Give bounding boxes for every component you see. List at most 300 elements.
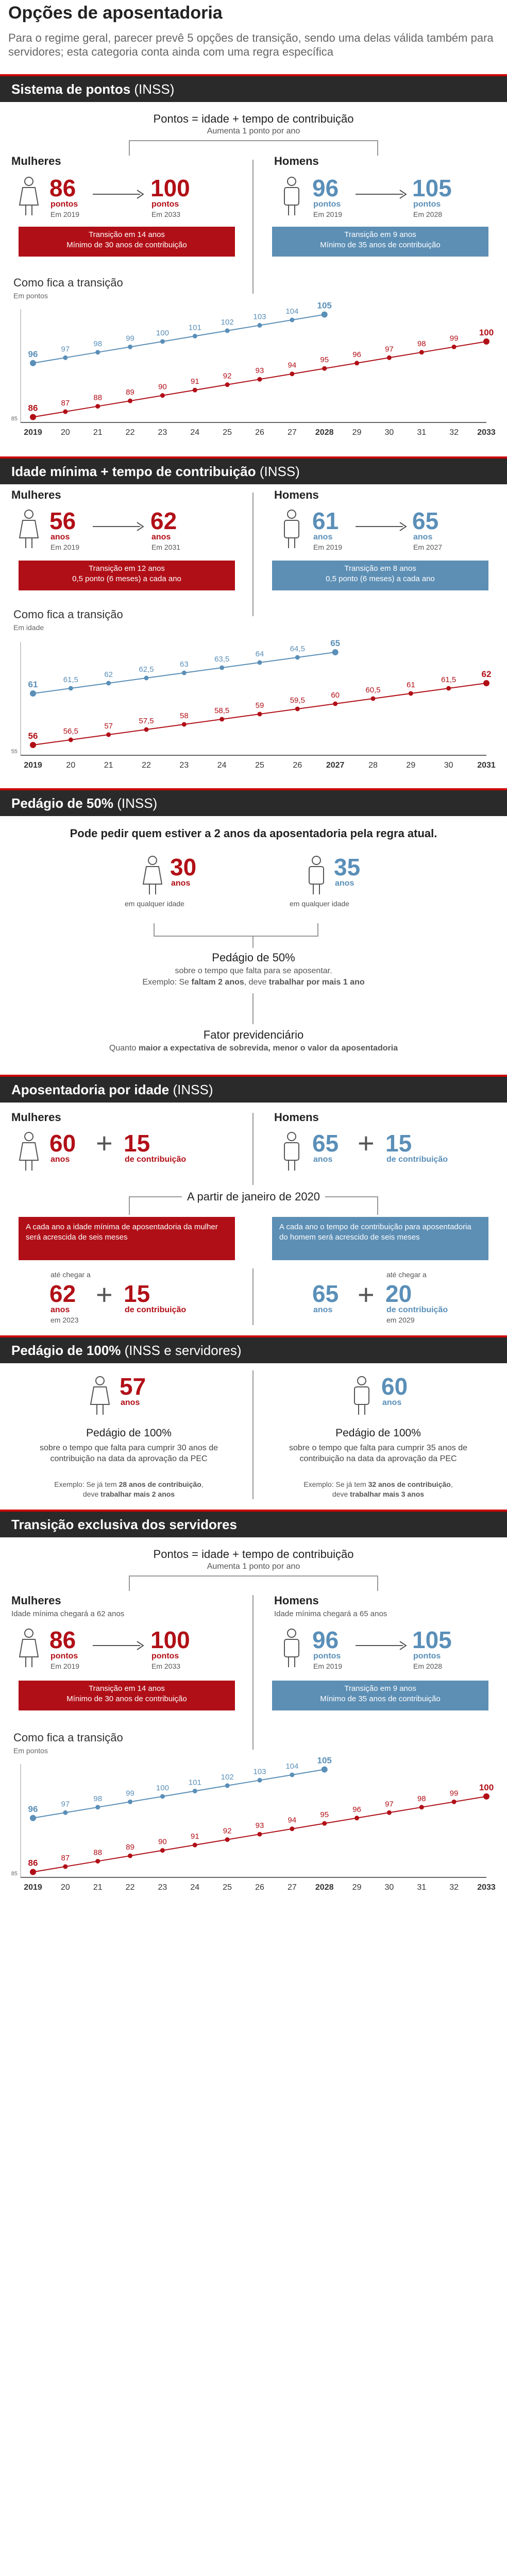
data-label: 96 — [28, 1804, 38, 1814]
data-point — [193, 1789, 197, 1793]
woman-icon — [15, 509, 42, 549]
data-label: 63,5 — [214, 655, 230, 664]
data-label: 88 — [93, 393, 103, 402]
w-ped-example: Exemplo: Se já tem 28 anos de contribuição, deve trabalhar mais 2 anos — [54, 1480, 204, 1498]
ex-bold: trabalhar mais 3 anos — [350, 1490, 425, 1498]
data-label: 57,5 — [139, 717, 154, 725]
plus-sign: + — [96, 1278, 113, 1311]
x-tick-label: 29 — [352, 428, 362, 437]
ex-pre: deve — [332, 1490, 350, 1498]
data-label: 102 — [221, 317, 234, 327]
connector — [252, 993, 254, 1024]
data-label: 103 — [253, 1767, 266, 1776]
fator-text — [0, 1044, 507, 1053]
section-paren: (INSS) — [256, 464, 300, 479]
data-label: 99 — [126, 1789, 134, 1798]
women-label: Mulheres — [11, 1594, 61, 1607]
data-point — [219, 666, 224, 670]
section-title: Idade mínima + tempo de contribuição — [11, 464, 256, 479]
men-label: Homens — [274, 488, 319, 501]
data-label: 58 — [179, 711, 189, 720]
bracket-left — [129, 1575, 130, 1591]
data-point — [452, 345, 457, 349]
box-line2: 0,5 ponto (6 meses) a cada ano — [72, 574, 181, 583]
m-ped-example: Exemplo: Se já tem 32 anos de contribuição, deve trabalhar mais 3 anos — [303, 1480, 453, 1498]
data-point — [106, 681, 111, 686]
data-label: 105 — [317, 300, 332, 311]
data-label: 61,5 — [63, 675, 78, 684]
pedagio-sub: sobre o tempo que falta para se aposentar. — [175, 967, 332, 975]
section-title: Pedágio de 100% — [11, 1343, 121, 1358]
fator-title: Fator previdenciário — [203, 1028, 304, 1041]
unit-label: anos — [313, 533, 333, 541]
men-label: Homens — [274, 155, 319, 167]
unit-label: anos — [121, 1398, 140, 1407]
divider — [252, 493, 254, 616]
data-point — [446, 686, 451, 691]
formula-text: Pontos = idade + tempo de contribuição — [153, 112, 354, 125]
m-age: 65 — [312, 1280, 339, 1307]
unit-label: pontos — [50, 1652, 78, 1660]
example-pre: Exemplo: Se — [142, 978, 192, 987]
data-point — [106, 733, 111, 737]
data-point — [63, 410, 67, 414]
unit-label: pontos — [50, 200, 78, 209]
data-label: 100 — [156, 1783, 169, 1792]
w-info-box — [19, 227, 235, 257]
data-point — [63, 355, 67, 360]
unit-label: pontos — [313, 200, 341, 209]
connector — [317, 923, 318, 936]
data-point — [128, 345, 132, 349]
data-label: 89 — [126, 388, 134, 397]
data-label: 60,5 — [365, 686, 381, 694]
contrib-value: 15 — [124, 1130, 150, 1157]
data-label: 98 — [93, 1794, 103, 1803]
data-point — [354, 1816, 359, 1820]
m-ped-text: sobre o tempo que falta para cumprir 35 anos de contribuição na data da aprovação da PEC — [289, 1444, 467, 1463]
w-final-age: 62 — [49, 1280, 76, 1307]
data-point — [63, 1865, 67, 1869]
data-point — [332, 649, 339, 655]
x-tick-label: 20 — [66, 761, 76, 770]
m-age: 35 — [334, 854, 361, 880]
fator-bold: maior a expectativa de sobrevida, menor o valor da aposentadoria — [138, 1044, 398, 1053]
year-label: em 2029 — [386, 1316, 415, 1324]
data-point — [128, 399, 132, 403]
year-label: Em 2028 — [413, 210, 443, 218]
x-tick-label: 23 — [158, 1883, 167, 1892]
data-label: 62 — [481, 669, 492, 679]
x-tick-label: 2027 — [326, 761, 345, 770]
chart-unit: Em pontos — [13, 1747, 48, 1755]
data-label: 99 — [449, 334, 459, 343]
x-tick-label: 32 — [449, 428, 459, 437]
ex-pre: Exemplo: Se já tem — [303, 1480, 368, 1488]
box-line2: Mínimo de 35 anos de contribuição — [320, 1694, 441, 1703]
x-tick-label: 24 — [190, 1883, 200, 1892]
section-title: Transição exclusiva dos servidores — [11, 1517, 237, 1532]
man-icon — [348, 1376, 375, 1416]
data-label: 56 — [28, 731, 38, 741]
data-point — [258, 1832, 262, 1837]
x-tick-label: 23 — [158, 428, 167, 437]
data-label: 89 — [126, 1843, 134, 1852]
plus-sign: + — [358, 1278, 375, 1311]
series-line — [33, 314, 325, 363]
data-point — [160, 1794, 165, 1799]
data-label: 97 — [385, 1800, 394, 1809]
pedagio-title: Pedágio de 50% — [212, 951, 295, 964]
intro-text: Pode pedir quem estiver a 2 anos da aposentadoria pela regra atual. — [70, 827, 437, 840]
w-age: 60 — [49, 1130, 76, 1157]
arrow-icon — [93, 188, 144, 200]
arrow-icon — [356, 188, 407, 200]
section-bar-idade — [0, 456, 507, 484]
m-ped-title: Pedágio de 100% — [335, 1427, 421, 1439]
section-bar-pedagio100 — [0, 1335, 507, 1363]
data-point — [322, 1821, 327, 1826]
data-point — [69, 738, 73, 742]
section-bar-pontos — [0, 74, 507, 102]
ex-bold: 32 anos de contribuição — [368, 1480, 451, 1488]
x-tick-label: 22 — [125, 428, 135, 437]
x-tick-label: 26 — [255, 428, 264, 437]
x-tick-label: 26 — [255, 1883, 264, 1892]
x-tick-label: 2028 — [315, 428, 334, 437]
x-tick-label: 23 — [179, 761, 189, 770]
unit-label: anos — [50, 533, 70, 541]
data-label: 99 — [449, 1789, 459, 1798]
data-point — [387, 355, 392, 360]
box-line1: Transição em 12 anos — [89, 564, 165, 573]
data-point — [258, 712, 262, 717]
data-label: 91 — [190, 377, 199, 386]
woman-icon — [15, 1131, 42, 1172]
x-tick-label: 31 — [417, 1883, 427, 1892]
data-label: 95 — [320, 355, 329, 365]
data-label: 57 — [104, 722, 113, 731]
section-bar-servidores — [0, 1510, 507, 1537]
box-line1: Transição em 8 anos — [344, 564, 416, 573]
data-label: 86 — [28, 1858, 38, 1868]
data-point — [290, 1772, 294, 1777]
chart-servidores — [0, 1754, 507, 1903]
x-tick-label: 2033 — [477, 1883, 496, 1892]
data-point — [30, 414, 36, 420]
connector — [154, 936, 318, 937]
bracket-line — [129, 1575, 378, 1577]
man-icon — [278, 1628, 305, 1668]
men-label: Homens — [274, 1111, 319, 1124]
chart-pontos — [0, 299, 507, 448]
series-line — [33, 1769, 325, 1818]
section-paren: (INSS) — [173, 1082, 213, 1097]
x-tick-label: 2019 — [24, 761, 42, 770]
unit-label: anos — [171, 879, 191, 888]
arrow-icon — [356, 1639, 407, 1652]
w-end-value: 100 — [150, 1626, 190, 1653]
divider — [252, 160, 254, 294]
x-tick-label: 21 — [93, 428, 103, 437]
data-label: 96 — [352, 350, 361, 359]
data-label: 56,5 — [63, 727, 78, 736]
data-label: 88 — [93, 1848, 103, 1857]
plus-sign: + — [96, 1127, 113, 1159]
data-point — [30, 742, 36, 748]
data-label: 100 — [479, 327, 494, 337]
data-label: 98 — [417, 1794, 426, 1803]
unit-label: anos — [382, 1398, 402, 1407]
bracket-line — [129, 140, 378, 141]
data-label: 93 — [255, 366, 264, 376]
box-line1: Transição em 9 anos — [344, 1684, 416, 1693]
m-start-value: 61 — [312, 507, 339, 534]
data-point — [258, 1778, 262, 1783]
section-bar-por-idade — [0, 1075, 507, 1103]
x-tick-label: 22 — [125, 1883, 135, 1892]
divider — [252, 1370, 254, 1499]
m-min-age: Idade mínima chegará a 65 anos — [274, 1609, 387, 1618]
chart-title: Como fica a transição — [13, 1731, 123, 1744]
x-tick-label: 24 — [190, 428, 200, 437]
data-label: 93 — [255, 1821, 264, 1831]
data-point — [193, 388, 197, 393]
data-label: 87 — [61, 399, 70, 408]
chart-title: Como fica a transição — [13, 608, 123, 621]
data-point — [144, 676, 149, 681]
ex-bold: 28 anos de contribuição — [119, 1480, 201, 1488]
example-bold2: trabalhar por mais 1 ano — [268, 978, 365, 987]
data-label: 105 — [317, 1755, 332, 1766]
data-point — [290, 1826, 294, 1831]
section-paren: (INSS) — [130, 81, 175, 97]
data-point — [419, 350, 424, 354]
data-label: 97 — [61, 345, 70, 354]
data-label: 62 — [104, 670, 113, 679]
from-text — [0, 1190, 507, 1204]
data-label: 101 — [188, 1778, 201, 1787]
m-age: 60 — [381, 1373, 408, 1400]
data-point — [409, 691, 413, 696]
y-min-label: 55 — [11, 749, 18, 755]
box-line1: Transição em 9 anos — [344, 230, 416, 239]
data-label: 97 — [385, 345, 394, 354]
data-point — [258, 660, 262, 665]
ate-label: até chegar a — [50, 1270, 91, 1279]
year-label: Em 2031 — [151, 543, 181, 551]
data-label: 104 — [285, 307, 299, 316]
any-age-note: em qualquer idade — [125, 900, 184, 908]
data-label: 64 — [255, 650, 264, 658]
data-label: 59,5 — [290, 696, 305, 705]
data-point — [128, 1800, 132, 1804]
man-icon — [278, 1131, 305, 1172]
data-label: 61 — [28, 680, 38, 689]
x-tick-label: 20 — [60, 1883, 70, 1892]
data-label: 90 — [158, 1837, 167, 1846]
data-label: 91 — [190, 1832, 199, 1841]
example-mid: , deve — [244, 978, 269, 987]
w-ped-text: sobre o tempo que falta para cumprir 30 anos de contribuição na data da aprovação da PEC — [40, 1444, 218, 1463]
data-point — [354, 361, 359, 365]
x-tick-label: 2019 — [24, 428, 42, 437]
any-age-note: em qualquer idade — [290, 900, 349, 908]
m-info-box — [272, 1681, 488, 1710]
year-label: Em 2019 — [313, 543, 343, 551]
unit-label: pontos — [151, 200, 179, 209]
data-point — [225, 328, 230, 333]
man-icon — [278, 509, 305, 549]
data-point — [160, 1848, 165, 1853]
data-point — [193, 1843, 197, 1848]
x-tick-label: 22 — [142, 761, 151, 770]
unit-label: pontos — [313, 1652, 341, 1660]
contrib-unit: de contribuição — [386, 1155, 448, 1164]
data-point — [295, 707, 300, 711]
divider — [252, 1595, 254, 1750]
data-label: 95 — [320, 1810, 329, 1820]
data-point — [182, 671, 187, 675]
data-point — [30, 690, 36, 697]
data-label: 101 — [188, 323, 201, 332]
x-tick-label: 30 — [384, 428, 394, 437]
connector — [252, 936, 254, 948]
x-tick-label: 27 — [287, 1883, 297, 1892]
data-label: 97 — [61, 1800, 70, 1809]
data-point — [225, 1783, 230, 1788]
w-start-value: 86 — [49, 175, 76, 201]
box-line2: 0,5 ponto (6 meses) a cada ano — [326, 574, 435, 583]
x-tick-label: 32 — [449, 1883, 459, 1892]
data-point — [219, 717, 224, 722]
plus-sign: + — [358, 1127, 375, 1159]
page-subtitle: Para o regime geral, parecer prevê 5 opções de transição, sendo uma delas válida também para servidores; esta categoria conta ainda com uma regra específica — [8, 31, 494, 58]
data-label: 61 — [406, 681, 415, 689]
from-label: A partir de janeiro de 2020 — [182, 1190, 325, 1203]
woman-icon — [15, 1628, 42, 1668]
w-ped-title: Pedágio de 100% — [86, 1427, 172, 1439]
ex-pre: deve — [82, 1490, 101, 1498]
ex-bold: trabalhar mais 2 anos — [100, 1490, 175, 1498]
x-tick-label: 21 — [104, 761, 113, 770]
section-paren: (INSS) — [113, 795, 158, 811]
box-line2: Mínimo de 30 anos de contribuição — [66, 1694, 187, 1703]
section-title: Pedágio de 50% — [11, 795, 113, 811]
data-point — [95, 1859, 100, 1863]
data-point — [95, 350, 100, 354]
x-tick-label: 2028 — [315, 1883, 334, 1892]
divider — [252, 1113, 254, 1185]
data-point — [30, 1815, 36, 1821]
contrib-value: 15 — [124, 1280, 150, 1307]
year-label: Em 2027 — [413, 543, 443, 551]
x-tick-label: 2033 — [477, 428, 496, 437]
contrib-value: 15 — [385, 1130, 412, 1157]
x-tick-label: 25 — [223, 1883, 232, 1892]
data-point — [69, 686, 73, 691]
box-line2: Mínimo de 30 anos de contribuição — [66, 241, 187, 249]
unit-label: anos — [50, 1155, 70, 1164]
data-point — [322, 311, 328, 317]
x-tick-label: 26 — [293, 761, 302, 770]
section-title: Aposentadoria por idade — [11, 1082, 173, 1097]
data-label: 98 — [93, 339, 103, 348]
bracket-right — [377, 1196, 378, 1215]
y-min-label: 85 — [11, 416, 18, 422]
w-start-value: 56 — [49, 507, 76, 534]
year-label: Em 2028 — [413, 1662, 443, 1670]
data-label: 87 — [61, 1854, 70, 1863]
example-bold1: faltam 2 anos — [191, 978, 244, 987]
bracket-right — [377, 140, 378, 156]
data-label: 100 — [156, 328, 169, 337]
m-age: 65 — [312, 1130, 339, 1157]
data-point — [419, 1805, 424, 1809]
data-point — [225, 382, 230, 387]
data-point — [371, 697, 376, 701]
data-point — [225, 1837, 230, 1842]
unit-label: pontos — [413, 200, 441, 209]
year-label: Em 2019 — [50, 543, 80, 551]
data-point — [452, 1800, 457, 1804]
data-point — [483, 338, 489, 345]
m-rule-box: A cada ano o tempo de contribuição para aposentadoria do homem será acrescido de seis meses — [272, 1217, 488, 1260]
x-tick-label: 24 — [217, 761, 227, 770]
w-info-box — [19, 1681, 235, 1710]
box-line1: Transição em 14 anos — [89, 230, 165, 239]
arrow-icon — [356, 520, 407, 533]
year-label: em 2023 — [50, 1316, 79, 1324]
w-rule-box: A cada ano a idade mínima de aposentadoria da mulher será acrescida de seis meses — [19, 1217, 235, 1260]
data-label: 64,5 — [290, 645, 305, 653]
data-point — [160, 393, 165, 398]
data-point — [333, 702, 337, 706]
women-label: Mulheres — [11, 1111, 61, 1124]
data-label: 65 — [330, 638, 341, 648]
data-label: 94 — [288, 361, 297, 370]
m-info-box — [272, 227, 488, 257]
year-label: Em 2033 — [151, 210, 181, 218]
year-label: Em 2033 — [151, 1662, 181, 1670]
ate-label: até chegar a — [386, 1270, 427, 1279]
box-line2: Mínimo de 35 anos de contribuição — [320, 241, 441, 249]
man-icon — [278, 176, 305, 216]
m-end-value: 105 — [412, 175, 452, 201]
unit-label: anos — [413, 533, 433, 541]
x-tick-label: 30 — [384, 1883, 394, 1892]
m-final-contrib: 20 — [385, 1280, 412, 1307]
year-label: Em 2019 — [50, 1662, 80, 1670]
x-tick-label: 20 — [60, 428, 70, 437]
x-tick-label: 29 — [352, 1883, 362, 1892]
contrib-unit: de contribuição — [125, 1306, 187, 1314]
bracket-right — [377, 1575, 378, 1591]
data-point — [290, 317, 294, 322]
data-point — [483, 1793, 489, 1800]
data-label: 59 — [255, 701, 264, 710]
data-label: 92 — [223, 371, 232, 381]
rule-text: Aumenta 1 ponto por ano — [207, 127, 300, 135]
divider — [252, 1268, 254, 1325]
data-label: 61,5 — [441, 675, 457, 684]
arrow-icon — [93, 520, 144, 533]
data-label: 98 — [417, 339, 426, 348]
data-point — [95, 1805, 100, 1809]
x-tick-label: 2019 — [24, 1883, 42, 1892]
unit-label: anos — [151, 533, 171, 541]
data-point — [483, 680, 489, 686]
